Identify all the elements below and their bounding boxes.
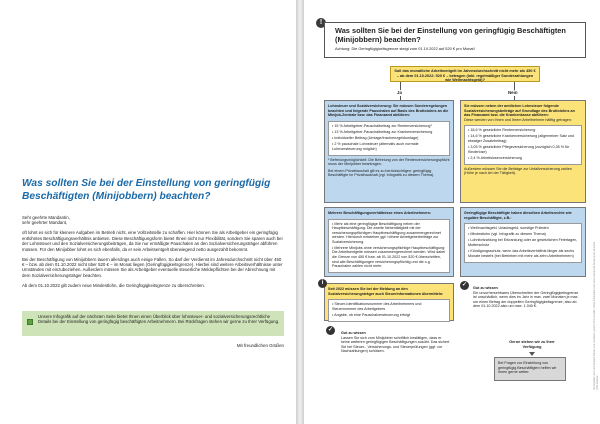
- list-item: • Kündigungsschutz, wenn das Arbeitsverhältnis länger als sechs Monate besteht (bei Betrieben mit mehr als zehn Arbeitnehmern): [468, 249, 575, 258]
- reporting-heading: Seit 2022 müssen Sie bei der Meldung an den Sozialversicherungsträger auch Steuerinformationen übermitteln:: [328, 287, 444, 296]
- list-item: • Mehrere Minijobs ohne versicherungspflichtige Hauptbeschäftigung: Die Arbeitsentgelte müssen zusammengerechnet werden. Wird dabei die Grenze von 450 € bzw. ab 01.10.2022 von 520 € überschritten, sind alle Beschäftigungen versicherungspflichtig und die o.g. Pauschalen zahlen nicht mehr.: [332, 245, 446, 269]
- arrow-down-icon: [529, 352, 535, 356]
- salutation: [22, 215, 284, 226]
- list-item: • Mehr als eine geringfügige Beschäftigung neben der Hauptbeschäftigung: Die zweite Nebentätigkeit mit der versicherungspflichtigen Hauptbeschäftigung zusammengerechnet werden. Hierdurch entstehen ggf. höhere Arbeitgeberbeiträge zur Sozialversicherung.: [332, 221, 441, 244]
- list-item: • Mindestlohn (vgl. Infografik zu diesem Thema): [468, 232, 546, 237]
- yes-box-footnote: ¹ Befreiungsmöglichkeit: Die Befreiung von der Rentenversicherungspflicht muss der Minijobber beantragen.: [328, 157, 450, 167]
- no-box-sub: Diese werden von Ihnen und Ihrem Arbeitnehmer hälftig getragen:: [464, 117, 572, 122]
- salutation-line-2: sehr geehrter Mandant,: [22, 220, 68, 226]
- yes-box: [324, 100, 454, 203]
- list-item: • 18,6 % gesetzliche Rentenversicherung: [468, 128, 536, 133]
- yes-box-extra: Bei einem Privathaushalt gilt es zu berücksichtigen: geringfügig Beschäftigte im Privathaushalt (vgl. Infografik zu diesem Thema).: [328, 168, 435, 178]
- list-item: • 13 % Arbeitgeber-Pauschalbeitrag zur Krankenversicherung: [332, 129, 433, 134]
- list-item: • 2,4 % Arbeitslosenversicherung: [468, 155, 522, 160]
- right-page: [304, 0, 600, 424]
- infographic-header: [324, 22, 586, 58]
- legal-sidenote: Die Angaben sind nach bestem Wissen und Gewissen, jedoch ohne Gewähr. Diese Information kann eine individuelle Beratung im Einzelfall nicht ersetzen.: [593, 241, 599, 390]
- header-note: Achtung: Die Geringfügigkeitsgrenze steigt zum 01.10.2022 auf 520 € pro Monat!: [335, 46, 475, 52]
- no-box-heading: Sie müssen neben der amtlichen Lohnsteuer folgende Sozialversicherungsbeiträge auf Grundlage des Bruttolohns an das Finanzamt bzw. die Krankenkasse abführen:: [464, 104, 575, 118]
- infographic-title: Was sollten Sie bei der Einstellung von geringfügig Beschäftigten (Minijobbern) beachten?: [335, 26, 566, 44]
- book-gutter: [296, 0, 304, 424]
- good-to-know-right: [470, 283, 586, 333]
- yes-box-list: [328, 121, 450, 156]
- page-title: Was sollten Sie bei der Einstellung von geringfügig Beschäftigten (Minijobbern) beachten?: [22, 178, 271, 202]
- letter-body: [22, 215, 284, 293]
- list-item: • Lohnfortzahlung bei Erkrankung oder an gesetzlichen Feiertagen, Mutterschutz: [468, 238, 578, 247]
- paragraph-3: Ab dem 01.10.2022 gilt zudem neue Mindestlohn, die Geringfügigkeitsgrenze zu überschreiten.: [22, 282, 206, 288]
- good-to-know-left: [338, 328, 454, 372]
- info-icon: i: [318, 279, 327, 288]
- list-item: • Steuer-Identifikationsnummer des Arbeitnehmers und Steuernummer des Arbeitgebers: [332, 302, 422, 311]
- info-text: Unsere Infografik auf der nächsten Seite bietet Ihnen einen Überblick über lohnsteuer- und sozialversicherungsrechtliche Details bei der Einstellung von geringfügig beschäftigten Arbeitnehmern. Bei Rückfragen stehen wir gerne zu Ihrer Verfügung.: [38, 314, 280, 325]
- list-item: • Angabe, ob eine Pauschalversteuerung erfolgt: [332, 312, 410, 317]
- yes-box-heading: Lohnsteuer und Sozialversicherung: Sie müssen Sonderregelungen beachten und folgende Pauschalen auf Basis des Bruttolohns an die Minijob-Zentrale bzw. das Finanzamt abführen:: [328, 104, 449, 118]
- reporting-box: [324, 283, 454, 321]
- no-box-list: [464, 125, 582, 165]
- list-item: • 3,05 % gesetzliche Pflegeversicherung (zuzüglich 0,35 % für Kinderlose): [468, 145, 570, 154]
- no-box: [460, 100, 586, 203]
- help-label: Gerne stehen wir zu Ihrer Verfügung: [509, 340, 555, 349]
- closing: Mit freundlichen Grüßen: [236, 343, 284, 348]
- employment-rights-box: [460, 207, 586, 277]
- good-to-know-right-title: Gut zu wissen: [473, 286, 498, 290]
- thumbs-up-icon: ✓: [327, 327, 334, 333]
- left-page: [0, 0, 296, 424]
- connector: [514, 82, 515, 90]
- list-item: • 14,6 % gesetzliche Krankenversicherung (allgemeiner Satz und etwaiger Zusatzbeitrag): [468, 134, 575, 143]
- multiple-jobs-list: [328, 219, 450, 274]
- connector: [400, 82, 401, 90]
- paragraph-1: oft lohnt es sich für kleinere Aufgaben im Betrieb nicht, eine Vollzeitstelle zu schaffen. Hier können Sie als Arbeitgeber ein geringfügig entlohntes Beschäftigungsverhältnis anbieten. Diese Beschäftigungsform bietet Ihnen nicht nur Flexibilität, sondern Sie sparen auch bei der Lohnsteuer und den Sozialversicherungsbeiträgen, da Sie nur ermäßigte Pauschalen an den Sozialversicherungsträger abführen müssen. Für den Minijobber lohnt es sich ebenfalls, da er sein Arbeitsentgelt überwiegend netto ausgezahlt bekommt.: [22, 230, 283, 252]
- question-box: Soll das monatliche Arbeitsentgelt im Jahresdurchschnitt nicht mehr als 450 € – ab dem 01.10.2022: 520 € – betragen (inkl. regelmäßiger Sonderzahlungen wie Weihnachtsgeld)?: [390, 66, 540, 82]
- good-to-know-left-title: Gut zu wissen: [341, 331, 366, 335]
- list-item: • individueller Beitrag (Umlage/Insolvenzgeldumlage): [332, 135, 419, 140]
- info-square-icon: [27, 319, 33, 325]
- paragraph-2: Bei der Beschäftigung von Minijobbern lauern allerdings auch einige Fallen. So darf der Verdienst im Jahresdurchschnitt nicht über 450 € – bzw. ab dem 01.10.2022 nicht über 520 € – im Monat liegen (Geringfügigkeitsgrenze). Hierbei sind weitere Arbeitsverhältnisse unter Umständen mit einzubeziehen. Außerdem müssen Sie als Arbeitgeber eventuelle steuerliche Meldepflichten bei der Abrechnung mit dem Sozialversicherungsträger beachten.: [22, 256, 283, 278]
- no-label: Nein: [508, 90, 518, 95]
- list-item: • Weihnachtsgeld, Urlaubsgeld, sonstige Prämien: [468, 226, 549, 231]
- good-to-know-left-text: Lassen Sie sich vom Minijobber schriftlich bestätigen, dass er keine weiteren geringfügigen Beschäftigungen ausübt. Das sichert Sie bei Steuer-, Versicherungs- und Steuerprüfungen (ggf. vor Nachzahlungen) schützen.: [341, 335, 450, 354]
- no-box-extra: Außerdem müssen Sie die Beiträge zur Unfallversicherung zahlen (Höhe je nach Art der Tätigkeit).: [464, 166, 572, 176]
- salutation-line-1: Sehr geehrte Mandantin,: [22, 215, 70, 220]
- list-item: • 2 % pauschale Lohnsteuer (alternativ auch normale Lohnversteuerung möglich): [332, 142, 419, 151]
- reporting-list: [328, 299, 450, 322]
- rights-heading: Geringfügige Beschäftigte haben dieselben Arbeitsrechte wie reguläre Beschäftigte, z.B.:: [464, 211, 572, 220]
- thumbs-up-icon: ✓: [461, 282, 468, 288]
- multiple-jobs-box: [324, 207, 454, 277]
- help-box: Bei Fragen zur Einstellung von geringfügig Beschäftigten helfen wir Ihnen gerne weiter.: [494, 357, 566, 381]
- good-to-know-right-text: Ein unvorhersehbares Überschreiten der Geringfügigkeitsgrenze ist unschädlich, wenn dies im Jahr in max. zwei Monaten je max. um einen Betrag der doppelten Geringfügigkeitsgrenze, also ab dem 01.10.2022 also um max. 1.040 €.: [473, 290, 579, 309]
- multiple-jobs-heading: Mehrere Beschäftigungsverhältnisse eines Arbeitnehmers:: [328, 211, 432, 215]
- exclamation-icon: !: [316, 18, 326, 28]
- rights-list: [464, 223, 582, 263]
- info-callout: [22, 311, 284, 336]
- list-item: • 15 % Arbeitgeber-Pauschalbeitrag zur Rentenversicherung¹: [332, 123, 432, 128]
- yes-label: Ja: [397, 90, 402, 95]
